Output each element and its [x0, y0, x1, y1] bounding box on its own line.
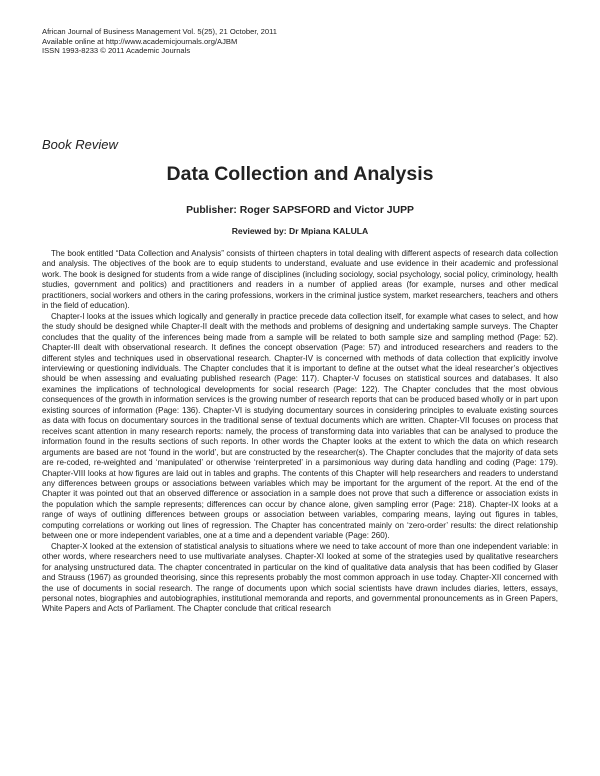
body-paragraph: The book entitled “Data Collection and Analysis” consists of thirteen chapters in total dealing with different aspects of research data collection and analysis. The objectives of the book are to equip students to understand, evaluate and use evidence in their academic and professional work. The book is designed for students from a wide range of disciplines (including sociology, social psychology, social policy, criminology, health studies, government and politics) and practitioners and readers in a number of applied areas (for example, nurses and other medical practitioners, social workers and others in the caring professions, workers in the criminal justice system, market researchers, teachers and others in the field of education).	[42, 249, 558, 311]
journal-header	[42, 27, 277, 56]
journal-issn: ISSN 1993-8233 © 2011 Academic Journals	[42, 46, 191, 56]
article-title: Data Collection and Analysis	[166, 163, 434, 185]
body-paragraph: Chapter-I looks at the issues which logically and generally in practice precede data collection itself, for example what cases to select, and how the study should be designed while Chapter-II dealt with the methods and problems of designing and undertaking sample surveys. The Chapter concludes that the quality of the inferences being made from a sample will be related to both sample size and sampling method (Page: 52). Chapter-III dealt with observational research. It defines the concept observation (Page: 57) and introduced researchers and readers to the different styles and techniques used in observational research. Chapter-IV is concerned with methods of data collection that explicitly involve interviewing or questioning individuals. The Chapter concludes that it is important to define at the outset what the ideal researcher’s objectives should be when assessing and evaluating published research (Page: 117). Chapter-V focuses on statistical sources and databases. It also examines the implications of technological developments for social research (Page: 122). The Chapter concludes that the most obvious consequences of the growth in information services is the growing number of research reports that can be produced based wholly or in part upon existing sources of information (Page: 136). Chapter-VI is studying documentary sources in considering principles to evaluate existing sources as data with focus on documentary sources in the traditional sense of textual documents which are written. Chapter-VII focuses on process that receives scant attention in many research reports: namely, the process of transforming data into variables that can be analysed to produce the information found in the results sections of such reports. In other words the Chapter looks at the extent to which the data on which research arguments are based are not ‘found in the world’, but are constructed by the researcher(s). The Chapter concludes that the majority of data sets are re-coded, re-weighted and ‘manipulated’ or otherwise ‘reinterpreted’ in a parsimonious way during data handling and coding (Page: 179). Chapter-VIII looks at how figures are laid out in tables and graphs. The contents of this Chapter will help researchers and readers to understand any differences between groups or associations between variables which may be important for the argument of the report. At the end of the Chapter it was pointed out that an observed difference or association in a sample does not prove that such a difference or association exists in the population which the sample represents; differences can occur by chance alone, given sampling error (Page: 218). Chapter-IX looks at a range of ways of outlining differences between groups or association between variables, comparing means, laying out figures in tables, computing correlations or working out lines of regression. The Chapter has concentrated mainly on ‘zero-order’ results: the direct relationship between one or more independent variables, one at a time and a dependent variable (Page: 260).	[42, 311, 558, 541]
section-label: Book Review	[42, 137, 118, 152]
body-paragraph: Chapter-X looked at the extension of statistical analysis to situations where we need to take account of more than one independent variable: in other words, where researchers need to use multivariate analyses. Chapter-XI looked at some of the strategies used by qualitative researchers for analysing unstructured data. The chapter concentrated in particular on the kind of qualitative data analysis that has been codified by Glaser and Strauss (1967) as grounded theorising, since this represents probably the most common approach in use today. Chapter-XII concerned with the use of documents in social research. The range of documents upon which social scientists have drawn includes diaries, letters, essays, personal notes, biographies and autobiographies, institutional memoranda and reports, and governmental pronouncements as in Green Papers, White Papers and Acts of Parliament. The Chapter conclude that critical research	[42, 541, 558, 614]
publisher-line: Publisher: Roger SAPSFORD and Victor JUPP	[186, 205, 414, 216]
article-body	[42, 249, 558, 615]
journal-citation: African Journal of Business Management Vol. 5(25), 21 October, 2011	[42, 27, 277, 36]
journal-url: Available online at http://www.academicjournals.org/AJBM	[42, 36, 238, 46]
reviewer-line: Reviewed by: Dr Mpiana KALULA	[231, 226, 369, 236]
